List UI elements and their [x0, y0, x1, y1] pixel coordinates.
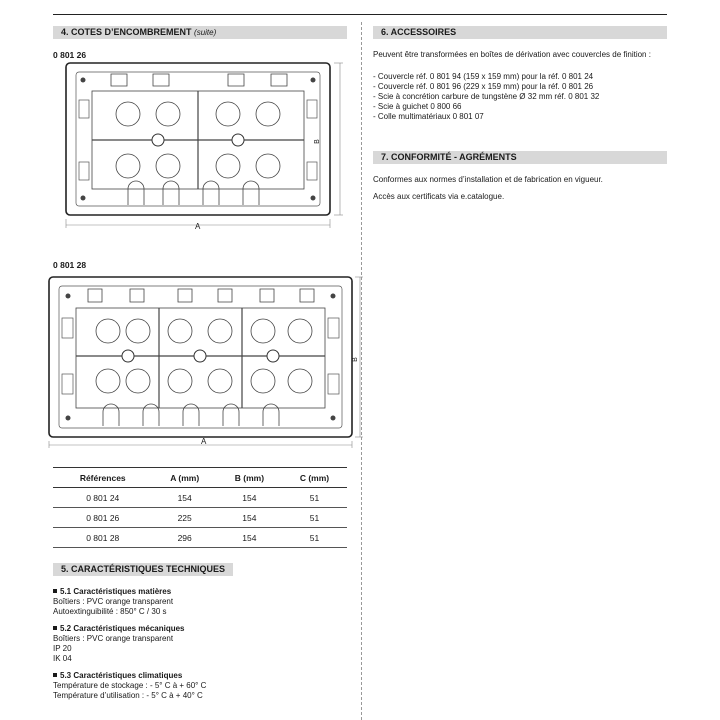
accessoires-intro: Peuvent être transformées en boîtes de dérivation avec couvercles de finition :: [373, 50, 651, 59]
table-row: [53, 508, 347, 528]
accessoire-item: - Couvercle réf. 0 801 96 (229 x 159 mm) pour la réf. 0 801 26: [373, 82, 594, 91]
text-line: Boîtiers : PVC orange transparent: [53, 634, 174, 643]
table-cell: 154: [217, 488, 282, 508]
section-4-suffix: (suite): [194, 28, 217, 37]
drawing-2-dim-a: A: [201, 437, 207, 446]
drawing-1-dim-b: B: [313, 139, 321, 144]
col-header-references: Références: [53, 468, 152, 488]
subsection-5-1-label: 5.1 Caractéristiques matières: [60, 587, 172, 596]
drawing-2-dim-b: B: [351, 357, 359, 362]
conformite-text-2: Accès aux certificats via e.catalogue.: [373, 192, 505, 201]
table-cell: 51: [282, 528, 347, 548]
subsection-5-2-label: 5.2 Caractéristiques mécaniques: [60, 624, 185, 633]
section-5-title: 5. CARACTÉRISTIQUES TECHNIQUES: [61, 564, 226, 574]
table-cell: 154: [217, 508, 282, 528]
dimensions-table: [53, 467, 347, 548]
subsection-5-3-label: 5.3 Caractéristiques climatiques: [60, 671, 183, 680]
table-cell: 0 801 24: [53, 488, 152, 508]
section-5-header: [53, 563, 233, 576]
bullet-square-icon: [53, 589, 57, 593]
conformite-text-1: Conformes aux normes d’installation et de fabrication en vigueur.: [373, 175, 603, 184]
table-cell: 51: [282, 508, 347, 528]
bullet-square-icon: [53, 673, 57, 677]
section-6-header: [373, 26, 667, 39]
section-7-header: [373, 151, 667, 164]
drawing-1-ref: 0 801 26: [53, 50, 87, 60]
section-4-title: 4. COTES D’ENCOMBREMENT: [61, 27, 192, 37]
table-row: [53, 488, 347, 508]
text-line: Boîtiers : PVC orange transparent: [53, 597, 174, 606]
table-cell: 51: [282, 488, 347, 508]
text-line: Température de stockage : - 5° C à + 60° C: [53, 681, 207, 690]
table-cell: 0 801 28: [53, 528, 152, 548]
table-cell: 0 801 26: [53, 508, 152, 528]
accessoire-item: - Scie à concrétion carbure de tungstène Ø 32 mm réf. 0 801 32: [373, 92, 600, 101]
table-cell: 154: [217, 528, 282, 548]
subsection-5-3-title: [53, 671, 182, 680]
section-7-title: 7. CONFORMITÉ - AGRÉMENTS: [381, 152, 517, 162]
text-line: IP 20: [53, 644, 72, 653]
accessoire-item: - Colle multimatériaux 0 801 07: [373, 112, 484, 121]
subsection-5-2-title: [53, 624, 185, 633]
subsection-5-1-title: [53, 587, 171, 596]
text-line: IK 04: [53, 654, 72, 663]
drawing-0-801-26: [53, 62, 353, 234]
col-header-c: C (mm): [282, 468, 347, 488]
col-header-a: A (mm): [152, 468, 216, 488]
text-line: Température d’utilisation : - 5° C à + 40° C: [53, 691, 203, 700]
drawing-0-801-28: [48, 276, 363, 448]
table-header-row: [53, 468, 347, 488]
table-cell: 225: [152, 508, 216, 528]
col-header-b: B (mm): [217, 468, 282, 488]
section-6-title: 6. ACCESSOIRES: [381, 27, 457, 37]
accessoire-item: - Couvercle réf. 0 801 94 (159 x 159 mm) pour la réf. 0 801 24: [373, 72, 594, 81]
table-cell: 154: [152, 488, 216, 508]
drawing-2-ref: 0 801 28: [53, 260, 87, 270]
drawing-1-dim-a: A: [195, 222, 201, 231]
section-4-header: [53, 26, 347, 39]
table-row: [53, 528, 347, 548]
text-line: Autoextinguibilité : 850° C / 30 s: [53, 607, 167, 616]
top-rule: [53, 14, 667, 15]
accessoire-item: - Scie à guichet 0 800 66: [373, 102, 462, 111]
bullet-square-icon: [53, 626, 57, 630]
table-cell: 296: [152, 528, 216, 548]
